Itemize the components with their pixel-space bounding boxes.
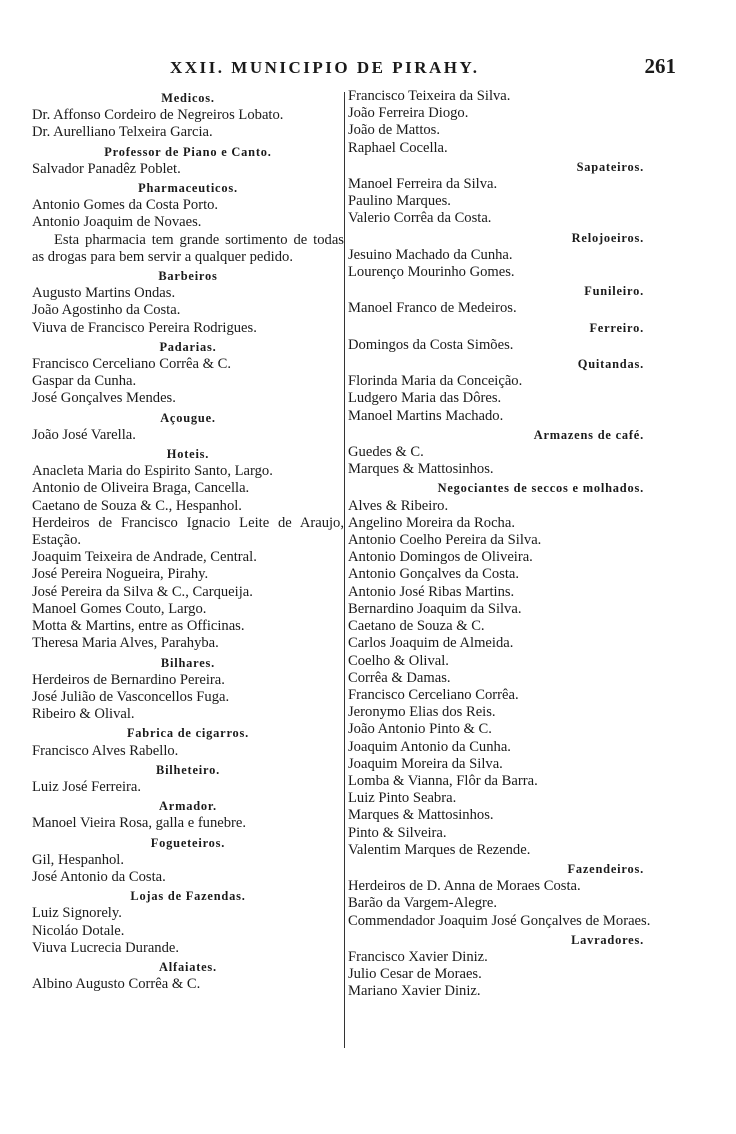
section-heading-barbeiros: Barbeiros bbox=[158, 269, 218, 284]
section-heading-professor: Professor de Piano e Canto. bbox=[104, 144, 272, 159]
list-item: João de Mattos. bbox=[348, 122, 441, 139]
section-heading-medicos: Medicos. bbox=[161, 91, 215, 105]
list-item: Guedes & C. bbox=[348, 444, 424, 461]
list-item: Commendador Joaquim José Gonçalves de Moraes. bbox=[348, 912, 651, 929]
list-item: Marques & Mattosinhos. bbox=[348, 461, 494, 478]
list-item: Coelho & Olival. bbox=[348, 652, 449, 669]
list-item: Jesuino Machado da Cunha. bbox=[348, 246, 513, 263]
list-item: Herdeiros de Francisco Ignacio Leite de Araujo, Estação. bbox=[32, 514, 344, 549]
list-item: Manoel Gomes Couto, Largo. bbox=[32, 600, 207, 617]
list-item: Carlos Joaquim de Almeida. bbox=[348, 635, 514, 652]
section-heading-pharmaceuticos: Pharmaceuticos. bbox=[138, 181, 238, 196]
list-item: Salvador Panadêz Poblet. bbox=[32, 160, 181, 177]
list-item: Dr. Affonso Cordeiro de Negreiros Lobato. bbox=[32, 107, 284, 124]
list-item: José Pereira da Silva & C., Carqueija. bbox=[32, 583, 253, 600]
list-item: Florinda Maria da Conceição. bbox=[348, 373, 523, 390]
page-number: 261 bbox=[644, 54, 676, 78]
list-item: Viuva Lucrecia Durande. bbox=[32, 939, 180, 956]
list-item: Theresa Maria Alves, Parahyba. bbox=[32, 635, 219, 652]
section-heading-negociantes: Negociantes de seccos e molhados. bbox=[437, 481, 644, 496]
list-item: Julio Cesar de Moraes. bbox=[348, 966, 482, 983]
list-item: Augusto Martins Ondas. bbox=[32, 285, 176, 302]
running-header bbox=[30, 52, 676, 84]
page-title: XXII. MUNICIPIO DE PIRAHY. bbox=[170, 58, 480, 77]
section-heading-armazens: Armazens de café. bbox=[533, 427, 644, 442]
list-item: José Antonio da Costa. bbox=[32, 868, 166, 885]
list-item: Manoel Franco de Medeiros. bbox=[348, 300, 517, 317]
list-item: Corrêa & Damas. bbox=[348, 669, 451, 686]
list-item: Antonio de Oliveira Braga, Cancella. bbox=[32, 480, 250, 497]
list-item: Mariano Xavier Diniz. bbox=[348, 983, 481, 1000]
list-item: Herdeiros de D. Anna de Moraes Costa. bbox=[348, 878, 581, 895]
list-item: Dr. Aurelliano Telxeira Garcia. bbox=[32, 124, 213, 141]
list-item: João José Varella. bbox=[32, 426, 136, 443]
list-item: Anacleta Maria do Espirito Santo, Largo. bbox=[32, 463, 273, 480]
list-item: Antonio José Ribas Martins. bbox=[348, 583, 515, 600]
section-heading-sapateiros: Sapateiros. bbox=[576, 159, 644, 174]
list-item: Antonio Coelho Pereira da Silva. bbox=[348, 532, 542, 549]
list-item: Jeronymo Elias dos Reis. bbox=[348, 704, 496, 721]
list-item: José Pereira Nogueira, Pirahy. bbox=[32, 566, 209, 583]
list-item: João Agostinho da Costa. bbox=[32, 302, 181, 319]
list-item: Ludgero Maria das Dôres. bbox=[348, 390, 502, 407]
list-item: João Antonio Pinto & C. bbox=[348, 721, 492, 738]
pharmacy-note: Esta pharmacia tem grande sortimento de todas as drogas para bem servir a qualquer pedido. bbox=[32, 231, 344, 265]
list-item: Manoel Martins Machado. bbox=[348, 407, 504, 424]
list-item: Manoel Vieira Rosa, galla e funebre. bbox=[32, 815, 247, 832]
section-heading-ferreiro: Ferreiro. bbox=[589, 320, 644, 335]
list-item: Joaquim Teixeira de Andrade, Central. bbox=[32, 549, 257, 566]
list-item: Albino Augusto Corrêa & C. bbox=[32, 976, 201, 993]
list-item: Francisco Cerceliano Corrêa & C. bbox=[32, 356, 231, 373]
section-heading-lavradores: Lavradores. bbox=[571, 932, 644, 947]
section-heading-fazendeiros: Fazendeiros. bbox=[567, 861, 644, 876]
list-item: José Julião de Vasconcellos Fuga. bbox=[32, 688, 230, 705]
list-item: Francisco Teixeira da Silva. bbox=[348, 88, 511, 104]
list-item: Domingos da Costa Simões. bbox=[348, 336, 514, 353]
list-item: Bernardino Joaquim da Silva. bbox=[348, 600, 522, 617]
list-item: Luiz José Ferreira. bbox=[32, 778, 142, 795]
section-heading-funileiro: Funileiro. bbox=[584, 284, 644, 299]
list-item: Viuva de Francisco Pereira Rodrigues. bbox=[32, 319, 257, 336]
list-item: Nicoláo Dotale. bbox=[32, 922, 125, 939]
list-item: Francisco Cerceliano Corrêa. bbox=[348, 686, 519, 703]
section-heading-relojoeiros: Relojoeiros. bbox=[571, 230, 644, 245]
list-item: Antonio Gomes da Costa Porto. bbox=[32, 197, 219, 214]
section-heading-armador: Armador. bbox=[159, 799, 217, 814]
list-item: Pinto & Silveira. bbox=[348, 824, 447, 841]
list-item: Herdeiros de Bernardino Pereira. bbox=[32, 671, 225, 688]
list-item: Paulino Marques. bbox=[348, 193, 451, 210]
list-item: Lomba & Vianna, Flôr da Barra. bbox=[348, 772, 538, 789]
list-item: Raphael Cocella. bbox=[348, 139, 448, 156]
list-item: Antonio Joaquim de Novaes. bbox=[32, 214, 202, 231]
list-item: Francisco Xavier Diniz. bbox=[348, 948, 488, 965]
list-item: Lourenço Mourinho Gomes. bbox=[348, 264, 515, 281]
list-item: Ribeiro & Olival. bbox=[32, 706, 135, 723]
list-item: Antonio Domingos de Oliveira. bbox=[348, 549, 533, 566]
section-heading-lojas: Lojas de Fazendas. bbox=[130, 889, 246, 904]
list-item: Caetano de Souza & C. bbox=[348, 618, 485, 635]
section-heading-alfaiates: Alfaiates. bbox=[159, 959, 217, 974]
list-item: Valerio Corrêa da Costa. bbox=[348, 210, 492, 227]
list-item: Barão da Vargem-Alegre. bbox=[348, 895, 497, 912]
section-heading-fogueteiros: Fogueteiros. bbox=[150, 835, 226, 850]
list-item: Luiz Signorely. bbox=[32, 905, 122, 922]
section-heading-bilhares: Bilhares. bbox=[160, 655, 216, 670]
list-item: João Ferreira Diogo. bbox=[348, 105, 469, 122]
list-item: Joaquim Antonio da Cunha. bbox=[348, 738, 511, 755]
list-item: Antonio Gonçalves da Costa. bbox=[348, 566, 520, 583]
right-column bbox=[348, 88, 670, 1001]
section-heading-quitandas: Quitandas. bbox=[577, 357, 644, 372]
list-item: Caetano de Souza & C., Hespanhol. bbox=[32, 497, 242, 514]
list-item: Joaquim Moreira da Silva. bbox=[348, 755, 503, 772]
list-item: Valentim Marques de Rezende. bbox=[348, 841, 531, 858]
section-heading-hoteis: Hoteis. bbox=[166, 447, 210, 462]
list-item: Luiz Pinto Seabra. bbox=[348, 790, 457, 807]
list-item: Alves & Ribeiro. bbox=[348, 497, 449, 514]
list-item: Manoel Ferreira da Silva. bbox=[348, 176, 498, 193]
list-item: Gaspar da Cunha. bbox=[32, 373, 137, 390]
list-item: Angelino Moreira da Rocha. bbox=[348, 514, 515, 531]
list-item: Motta & Martins, entre as Officinas. bbox=[32, 618, 245, 635]
left-column bbox=[32, 88, 344, 993]
list-item: Gil, Hespanhol. bbox=[32, 851, 125, 868]
list-item: José Gonçalves Mendes. bbox=[32, 390, 176, 407]
list-item: Marques & Mattosinhos. bbox=[348, 807, 494, 824]
section-heading-bilheteiro: Bilheteiro. bbox=[156, 762, 220, 777]
section-heading-padarias: Padarias. bbox=[159, 339, 217, 354]
section-heading-cigarros: Fabrica de cigarros. bbox=[126, 726, 250, 741]
list-item: Francisco Alves Rabello. bbox=[32, 742, 179, 759]
column-divider bbox=[344, 92, 345, 1048]
section-heading-acougue: Açougue. bbox=[160, 410, 216, 425]
